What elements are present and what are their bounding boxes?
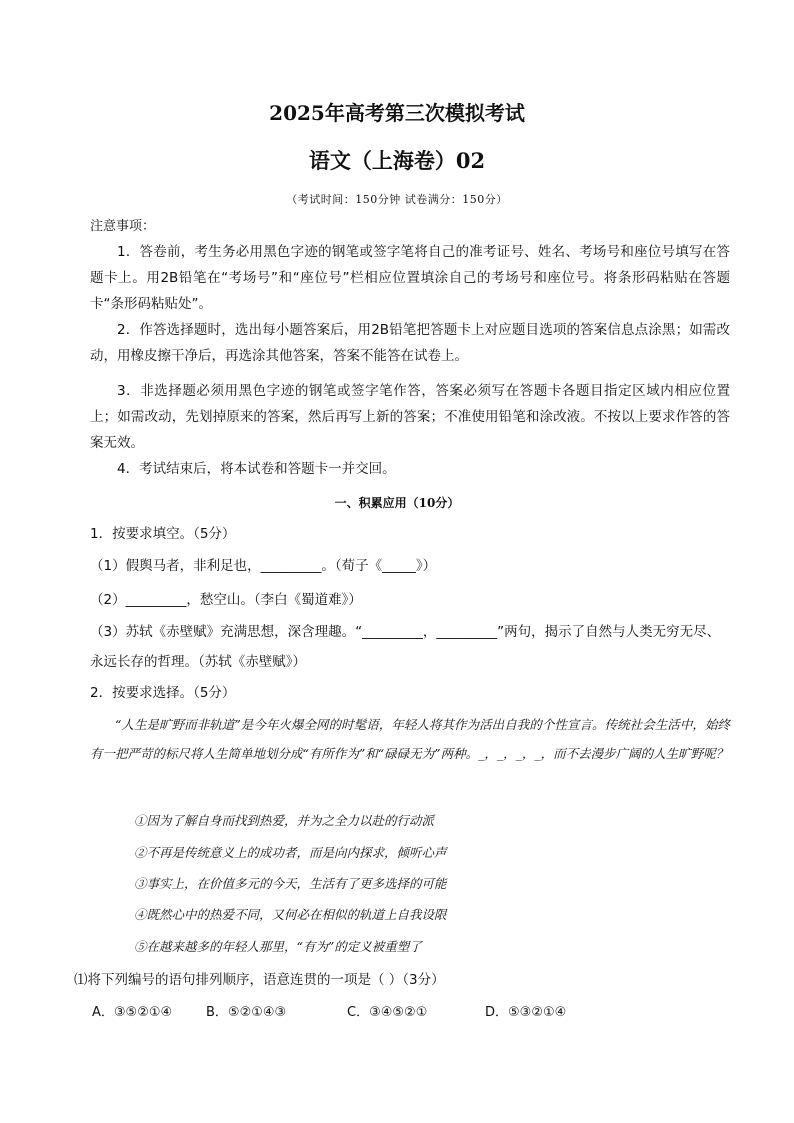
notice-item-4: 4．考试结束后，将本试卷和答题卡一并交回。 <box>117 461 396 477</box>
exam-time-score: （考试时间：150分钟 试卷满分：150分） <box>286 193 508 206</box>
question-1-line-4: 永远长存的哲理。（苏轼《赤壁赋》） <box>90 654 306 670</box>
exam-subtitle: 语文（上海卷）02 <box>308 148 486 173</box>
notice-item-3: 3．非选择题必须用黑色字迹的钢笔或签字笔作答，答案必须写在答题卡各题目指定区域内相应位置上；如需改动，先划掉原来的答案，然后再写上新的答案；不准使用铅笔和涂改液。不按以上要求作答的答案无效。 <box>90 383 730 451</box>
question-2-passage: “人生是旷野而非轨道”是今年火爆全网的时髦语，年轻人将其作为活出自我的个性宣言。传统社会生活中，始终有一把严苛的标尺将人生简单地划分成“有所作为”和“碌碌无为”两种。_，_，_，_，而不去漫步广阔的人生旷野呢？ <box>90 717 730 761</box>
answer-option-d: D．⑤③②①④ <box>485 1005 567 1020</box>
notice-item-1: 1．答卷前，考生务必用黑色字迹的钢笔或签字笔将自己的准考证号、姓名、考场号和座位号填写在答题卡上。用2B铅笔在“考场号”和“座位号”栏相应位置填涂自己的考场号和座位号。将条形码粘贴在答题卡“条形码粘贴处”。 <box>90 244 730 312</box>
sentence-option-5: ⑤在越来越多的年轻人那里，“有为”的定义被重塑了 <box>134 939 422 954</box>
answer-option-b: B．⑤②①④③ <box>206 1005 287 1020</box>
sentence-option-1: ①因为了解自身而找到热爱，并为之全力以赴的行动派 <box>134 813 435 828</box>
sentence-option-2: ②不再是传统意义上的成功者，而是向内探求，倾听心声 <box>134 845 447 860</box>
question-2-stem: 2．按要求选择。（5分） <box>90 685 236 701</box>
sentence-option-3: ③事实上，在价值多元的今天，生活有了更多选择的可能 <box>134 876 447 891</box>
question-1-line-3: （3）苏轼《赤壁赋》充满思想，深含理趣。“_________，_________”两句，揭示了自然与人类无穷无尽、 <box>90 624 721 640</box>
question-2-subquestion: ⑴将下列编号的语句排列顺序，语意连贯的一项是（ ）（3分） <box>74 972 445 988</box>
question-1-line-1: （1）假舆马者，非利足也，_________。（荀子《_____》） <box>90 558 437 574</box>
answer-option-c: C．③④⑤②① <box>347 1005 428 1020</box>
question-1-line-2: （2）_________，愁空山。（李白《蜀道难》） <box>90 592 362 608</box>
section-heading: 一、积累应用（10分） <box>334 496 460 510</box>
notice-heading: 注意事项： <box>90 219 156 234</box>
question-1-stem: 1．按要求填空。（5分） <box>90 526 236 542</box>
notice-item-2: 2．作答选择题时，选出每小题答案后，用2B铅笔把答题卡上对应题目选项的答案信息点涂黑；如需改动，用橡皮擦干净后，再选涂其他答案，答案不能答在试卷上。 <box>90 322 730 364</box>
exam-title: 2025年高考第三次模拟考试 <box>269 101 525 125</box>
sentence-option-4: ④既然心中的热爱不同，又何必在相似的轨道上自我设限 <box>134 907 447 922</box>
answer-option-a: A．③⑤②①④ <box>92 1005 173 1020</box>
